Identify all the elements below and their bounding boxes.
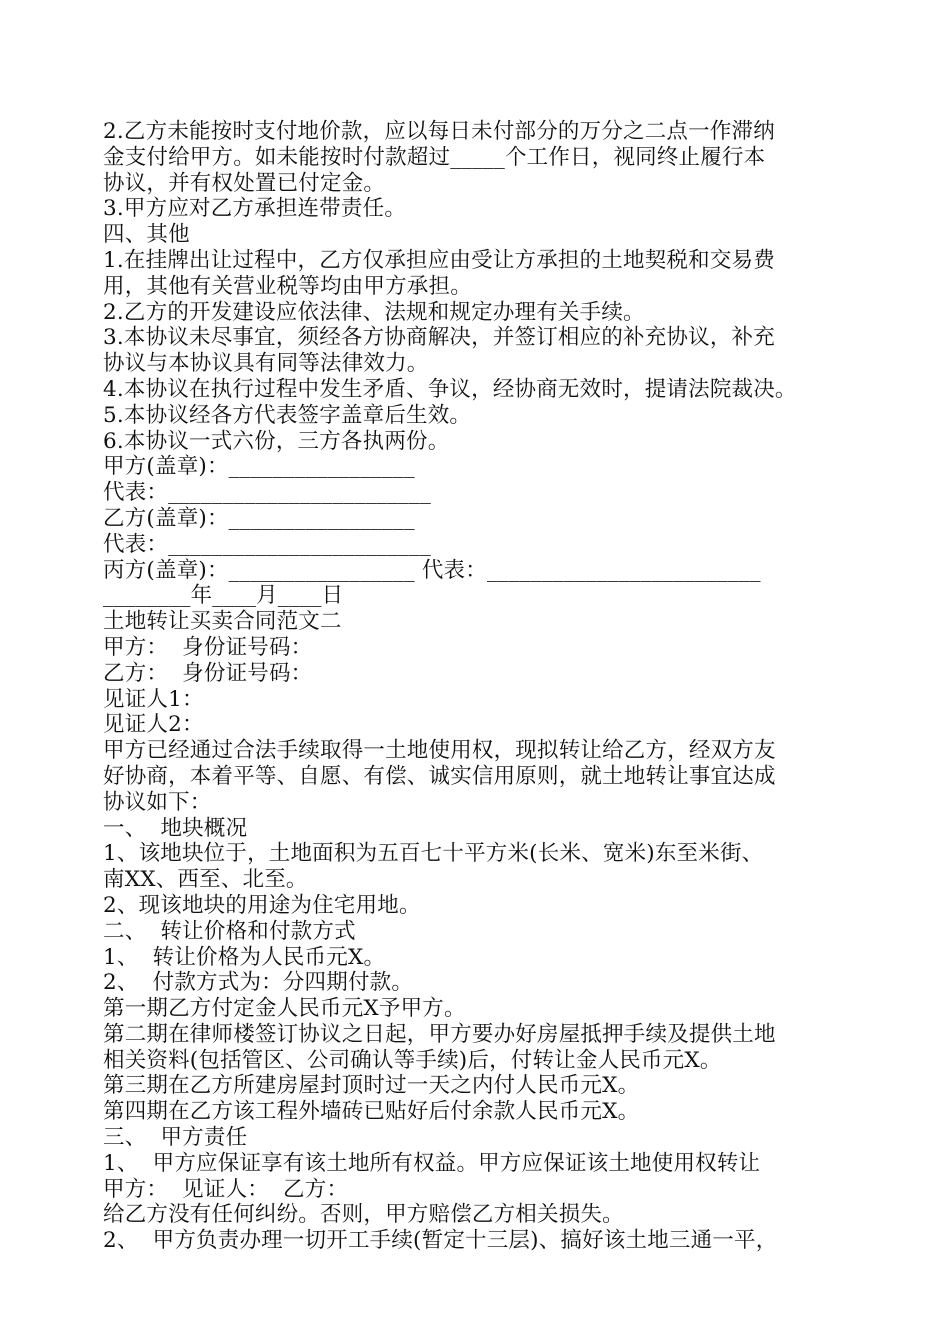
text-line: 好协商，本着平等、自愿、有偿、诚实信用原则，就土地转让事宜达成	[103, 763, 776, 789]
document-body	[103, 119, 863, 1254]
text-line: 2、 甲方负责办理一切开工手续(暂定十三层)、搞好该土地三通一平，	[103, 1228, 778, 1254]
text-line: 土地转让买卖合同范文二	[103, 609, 342, 635]
text-line: 金支付给甲方。如未能按时付款超过_____个工作日，视同终止履行本	[103, 144, 766, 170]
text-line: 1、该地块位于，土地面积为五百七十平方米(长米、宽米)东至米街、	[103, 841, 764, 867]
text-line: 1、 转让价格为人民币元X。	[103, 944, 386, 970]
text-line: 第三期在乙方所建房屋封顶时过一天之内付人民币元X。	[103, 1073, 640, 1099]
text-line: 5.本协议经各方代表签字盖章后生效。	[103, 402, 472, 428]
text-line: 第二期在律师楼签订协议之日起，甲方要办好房屋抵押手续及提供土地	[103, 1021, 776, 1047]
text-line: 2.乙方的开发建设应依法律、法规和规定办理有关手续。	[103, 299, 645, 325]
text-line: 四、其他	[103, 222, 190, 248]
text-line: 协议如下：	[103, 789, 212, 815]
text-line: 3.甲方应对乙方承担连带责任。	[103, 196, 407, 222]
text-line: 协议与本协议具有同等法律效力。	[103, 351, 429, 377]
text-line: 用，其他有关营业税等均由甲方承担。	[103, 273, 472, 299]
text-line: 乙方(盖章)：_________________	[103, 505, 415, 531]
text-line: 相关资料(包括管区、公司确认等手续)后，付转让金人民币元X。	[103, 1047, 722, 1073]
text-line: 南XX、西至、北至。	[103, 867, 308, 893]
text-line: 甲方已经通过合法手续取得一土地使用权，现拟转让给乙方，经双方友	[103, 738, 776, 764]
text-line: 第四期在乙方该工程外墙砖已贴好后付余款人民币元X。	[103, 1099, 640, 1125]
text-line: 1.在挂牌出让过程中，乙方仅承担应由受让方承担的土地契税和交易费	[103, 247, 775, 273]
text-line: 代表：________________________	[103, 531, 431, 557]
text-line: 见证人1：	[103, 686, 204, 712]
text-line: 4.本协议在执行过程中发生矛盾、争议，经协商无效时，提请法院裁决。	[103, 376, 797, 402]
text-line: 甲方(盖章)：_________________	[103, 454, 415, 480]
text-line: 2、现该地块的用途为住宅用地。	[103, 892, 421, 918]
text-line: 丙方(盖章)：_________________ 代表：_________________________	[103, 557, 761, 583]
text-line: 一、 地块概况	[103, 815, 248, 841]
text-line: ________年____月____日	[103, 583, 344, 609]
text-line: 协议，并有权处置已付定金。	[103, 170, 386, 196]
text-line: 给乙方没有任何纠纷。否则，甲方赔偿乙方相关损失。	[103, 1202, 624, 1228]
text-line: 见证人2：	[103, 712, 204, 738]
text-line: 6.本协议一式六份，三方各执两份。	[103, 428, 450, 454]
text-line: 2、 付款方式为：分四期付款。	[103, 970, 414, 996]
text-line: 第一期乙方付定金人民币元X予甲方。	[103, 996, 466, 1022]
text-line: 三、 甲方责任	[103, 1125, 248, 1151]
text-line: 甲方： 见证人： 乙方：	[103, 1176, 349, 1202]
text-line: 甲方： 身份证号码：	[103, 634, 313, 660]
text-line: 1、 甲方应保证享有该土地所有权益。甲方应保证该土地使用权转让	[103, 1150, 761, 1176]
text-line: 代表：________________________	[103, 480, 431, 506]
text-line: 2.乙方未能按时支付地价款，应以每日未付部分的万分之二点一作滞纳	[103, 119, 775, 144]
text-line: 3.本协议未尽事宜，须经各方协商解决，并签订相应的补充协议，补充	[103, 325, 775, 351]
text-line: 乙方： 身份证号码：	[103, 660, 313, 686]
text-line: 二、 转让价格和付款方式	[103, 918, 356, 944]
